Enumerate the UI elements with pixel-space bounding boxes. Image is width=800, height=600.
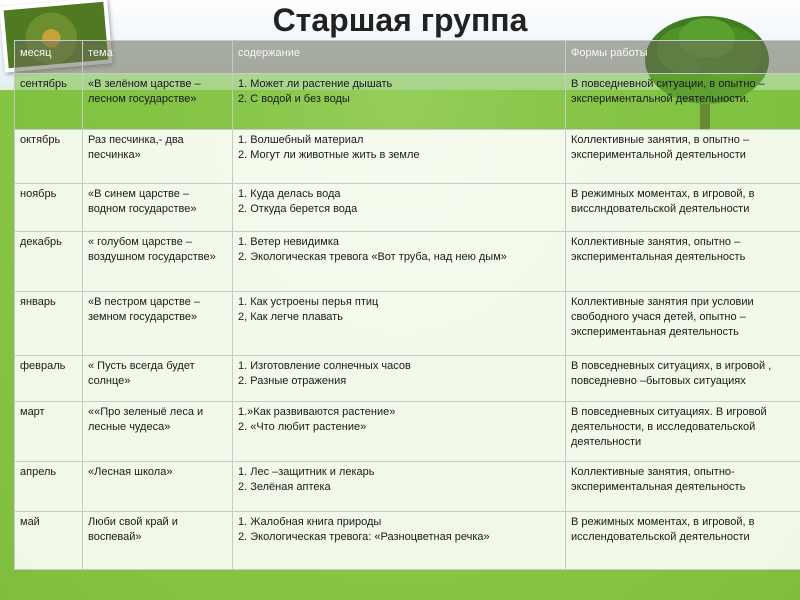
cell-content <box>233 130 566 184</box>
cell-content <box>233 402 566 462</box>
table-row <box>15 232 800 292</box>
content-line: 1. Изготовление солнечных часов <box>238 360 411 372</box>
cell-theme: Раз песчинка,- два песчинка» <box>83 130 233 184</box>
cell-content <box>233 232 566 292</box>
cell-theme: «В синем царстве – водном государстве» <box>83 184 233 232</box>
cell-month: апрель <box>15 462 83 512</box>
table-row <box>15 402 800 462</box>
cell-month: октябрь <box>15 130 83 184</box>
content-line: 1.»Как развиваются растение» <box>238 406 396 418</box>
schedule-table <box>14 40 800 570</box>
cell-forms: В режимных моментах, в игровой, в висслндовательской деятельности <box>566 184 800 232</box>
cell-forms: Коллективные занятия, опытно – экспериментальная деятельность <box>566 232 800 292</box>
cell-content <box>233 462 566 512</box>
content-line: 2. С водой и без воды <box>238 93 350 105</box>
cell-month: февраль <box>15 356 83 402</box>
cell-content <box>233 184 566 232</box>
content-line: 2. Зелёная аптека <box>238 481 331 493</box>
cell-month: март <box>15 402 83 462</box>
cell-month: декабрь <box>15 232 83 292</box>
cell-forms: В повседневной ситуации, в опытно – экспериментальной деятельности. <box>566 74 800 130</box>
cell-forms: В повседневных ситуациях, в игровой , повседневно –бытовых ситуациях <box>566 356 800 402</box>
cell-theme: « Пусть всегда будет солнце» <box>83 356 233 402</box>
schedule-table-container <box>14 40 800 600</box>
cell-theme: «Лесная школа» <box>83 462 233 512</box>
cell-forms: Коллективные занятия, опытно-экспериментальная деятельность <box>566 462 800 512</box>
table-row <box>15 512 800 570</box>
content-line: 1. Лес –защитник и лекарь <box>238 466 375 478</box>
content-line: 2. Откуда берется вода <box>238 203 358 215</box>
cell-theme: Люби свой край и воспевай» <box>83 512 233 570</box>
table-header-row <box>15 41 800 74</box>
content-line: 2. «Что любит растение» <box>238 421 367 433</box>
content-line: 2, Как легче плавать <box>238 311 343 323</box>
cell-forms: Коллективные занятия, в опытно – экспериментальной деятельности <box>566 130 800 184</box>
content-line: 2. Могут ли животные жить в земле <box>238 149 420 161</box>
content-line: 1. Как устроены перья птиц <box>238 296 379 308</box>
content-line: 1. Волшебный материал <box>238 134 364 146</box>
cell-theme: ««Про зеленыё леса и лесные чудеса» <box>83 402 233 462</box>
table-row <box>15 130 800 184</box>
cell-theme: «В пестром царстве – земном государстве» <box>83 292 233 356</box>
cell-forms: Коллективные занятия при условии свободного учася детей, опытно – экспериментаьная деятельность <box>566 292 800 356</box>
content-line: 2. Разные отражения <box>238 375 347 387</box>
table-row <box>15 184 800 232</box>
content-line: 1. Ветер невидимка <box>238 236 340 248</box>
cell-forms: В повседневных ситуациях. В игровой деятельности, в исследовательской деятельности <box>566 402 800 462</box>
cell-forms: В режимных моментах, в игровой, в исслендовательской деятельности <box>566 512 800 570</box>
content-line: 1. Может ли растение дышать <box>238 78 393 90</box>
cell-theme: «В зелёном царстве – лесном государстве» <box>83 74 233 130</box>
cell-month: ноябрь <box>15 184 83 232</box>
cell-month: январь <box>15 292 83 356</box>
table-row <box>15 292 800 356</box>
cell-month: май <box>15 512 83 570</box>
table-row <box>15 462 800 512</box>
content-line: 2. Экологическая тревога «Вот труба, над нею дым» <box>238 251 507 263</box>
content-line: 1. Жалобная книга природы <box>238 516 382 528</box>
table-row <box>15 356 800 402</box>
header-theme: тема <box>83 41 233 74</box>
content-line: 1. Куда делась вода <box>238 188 341 200</box>
cell-month: сентябрь <box>15 74 83 130</box>
header-forms: Формы работы <box>566 41 800 74</box>
page-title: Старшая группа <box>272 2 528 38</box>
content-line: 2. Экологическая тревога: «Разноцветная речка» <box>238 531 490 543</box>
cell-content <box>233 512 566 570</box>
cell-content <box>233 356 566 402</box>
cell-content <box>233 74 566 130</box>
cell-content <box>233 292 566 356</box>
cell-theme: « голубом царстве – воздушном государстве» <box>83 232 233 292</box>
header-month: месяц <box>15 41 83 74</box>
header-content: содержание <box>233 41 566 74</box>
table-row <box>15 74 800 130</box>
